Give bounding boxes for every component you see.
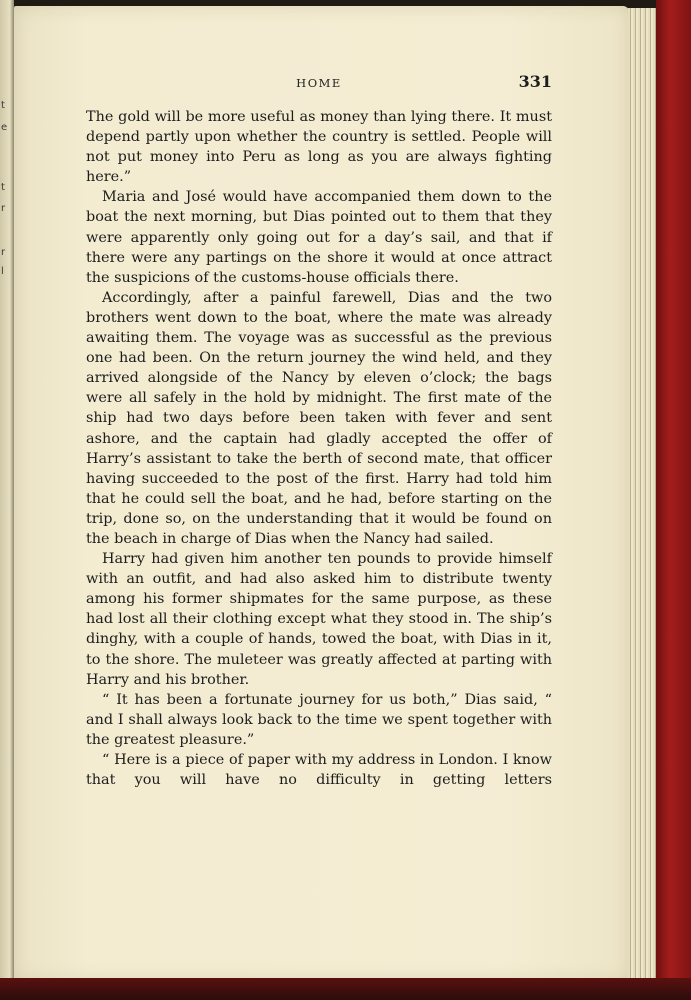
adjacent-page-edge [0,0,14,1000]
page-edges [628,8,658,980]
margin-mark: e [1,122,8,133]
paragraph: Maria and José would have accompanied them down to the boat the next morning, but Dias pointed out to them that they were apparently only going out for a day’s sail, and that if there were any partings on the shore it would at once attract the suspicions of the customs-house officials there. [86,189,552,286]
paragraph: “ It has been a fortunate journey for us both,” Dias said, “ and I shall always look back to the time we spent together with the greatest pleasure.” [86,691,552,748]
body-text [86,107,552,790]
bottom-shadow [0,978,691,1000]
paragraph: Harry had given him another ten pounds to provide himself with an outfit, and had also asked him to distribute twenty among his former shipmates for the same purpose, as these had lost all their clothing except what they stood in. The ship’s dinghy, with a couple of hands, towed the boat, with Dias in it, to the shore. The muleteer was greatly affected at parting with Harry and his brother. [86,551,552,688]
paragraph: The gold will be more useful as money than lying there. It must depend partly upon whether the country is settled. People will not put money into Peru as long as you are always fighting here.” [86,109,552,186]
margin-mark: t [1,182,5,193]
margin-mark: l [1,266,4,277]
margin-mark: t [1,100,5,111]
paragraph: “ Here is a piece of paper with my address in London. I know that you will have no difficulty in getting letters [86,752,552,789]
red-book-cover [656,0,691,1000]
running-head: HOME [296,76,342,90]
margin-mark: r [1,247,6,258]
paragraph: Accordingly, after a painful farewell, Dias and the two brothers went down to the boat, where the mate was already awaiting them. The voyage was as successful as the previous one had been. On the return journey the wind held, and they arrived alongside of the Nancy by eleven o’clock; the bags were all safely in the hold by midnight. The first mate of the ship had two days before been taken with fever and sent ashore, and the captain had gladly accepted the offer of Harry’s assistant to take the berth of second mate, that officer having succeeded to the post of the first. Harry had told him that he could sell the boat, and he had, before starting on the trip, done so, on the understanding that it would be found on the beach in charge of Dias when the Nancy had sailed. [86,289,552,547]
margin-mark: r [1,203,6,214]
page-header [86,72,552,94]
page-number: 331 [518,72,552,91]
